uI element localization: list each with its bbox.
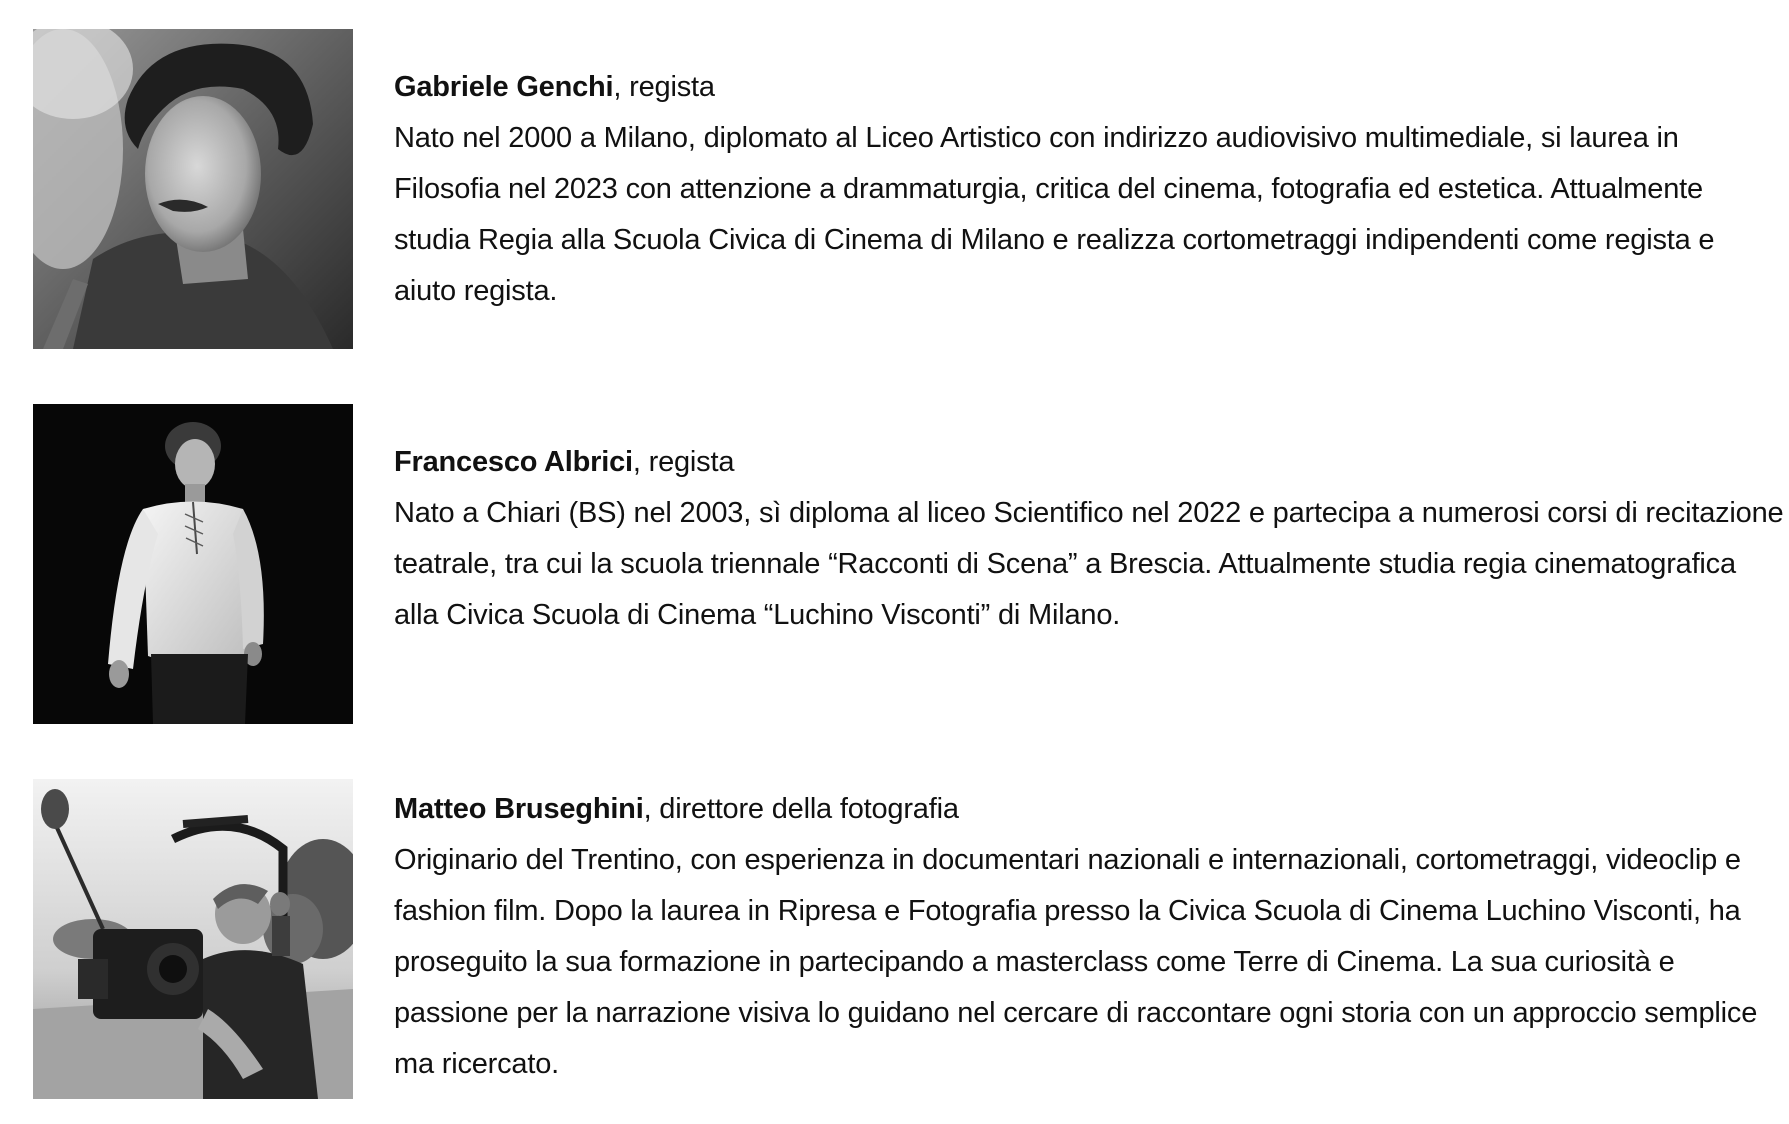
portrait-photo-gabriele-genchi: [33, 29, 353, 349]
bio-entry-matteo-bruseghini: [33, 779, 1773, 1099]
person-role: , regista: [613, 71, 715, 103]
portrait-photo-matteo-bruseghini: [33, 779, 353, 1099]
person-name: Gabriele Genchi: [394, 71, 614, 103]
bio-heading: [394, 784, 1784, 835]
bio-entry-francesco-albrici: [33, 404, 1784, 724]
portrait-photo-francesco-albrici: [33, 404, 353, 724]
bio-heading: [394, 437, 1784, 488]
person-role: , direttore della fotografia: [643, 793, 959, 825]
person-bio: Nato a Chiari (BS) nel 2003, sì diploma al liceo Scientifico nel 2022 e partecipa a numerosi corsi di recitazione teatrale, tra cui la scuola triennale “Racconti di Scena” a Brescia. Attualmente studia regia cinematografica alla Civica Scuola di Cinema “Luchino Visconti” di Milano.: [394, 497, 1784, 631]
bio-heading: [394, 62, 1784, 113]
person-role: , regista: [632, 446, 735, 478]
person-bio: Nato nel 2000 a Milano, diplomato al Liceo Artistico con indirizzo audiovisivo multimediale, si laurea in Filosofia nel 2023 con attenzione a drammaturgia, critica del cinema, fotografia ed estetica. Attualmente studia Regia alla Scuola Civica di Cinema di Milano e realizza cortometraggi indipendenti come regista e aiuto regista.: [394, 122, 1715, 307]
person-name: Matteo Bruseghini: [394, 793, 644, 825]
bio-text-block: [394, 437, 1784, 641]
bio-text-block: [394, 62, 1784, 317]
bio-entry-gabriele-genchi: [33, 29, 1773, 349]
bio-text-block: [394, 784, 1784, 1090]
person-name: Francesco Albrici: [394, 446, 633, 478]
person-bio: Originario del Trentino, con esperienza in documentari nazionali e internazionali, cortometraggi, videoclip e fashion film. Dopo la laurea in Ripresa e Fotografia presso la Civica Scuola di Cinema Luchino Visconti, ha proseguito la sua formazione in partecipando a masterclass come Terre di Cinema. La sua curiosità e passione per la narrazione visiva lo guidano nel cercare di raccontare ogni storia con un approccio semplice ma ricercato.: [394, 844, 1758, 1080]
